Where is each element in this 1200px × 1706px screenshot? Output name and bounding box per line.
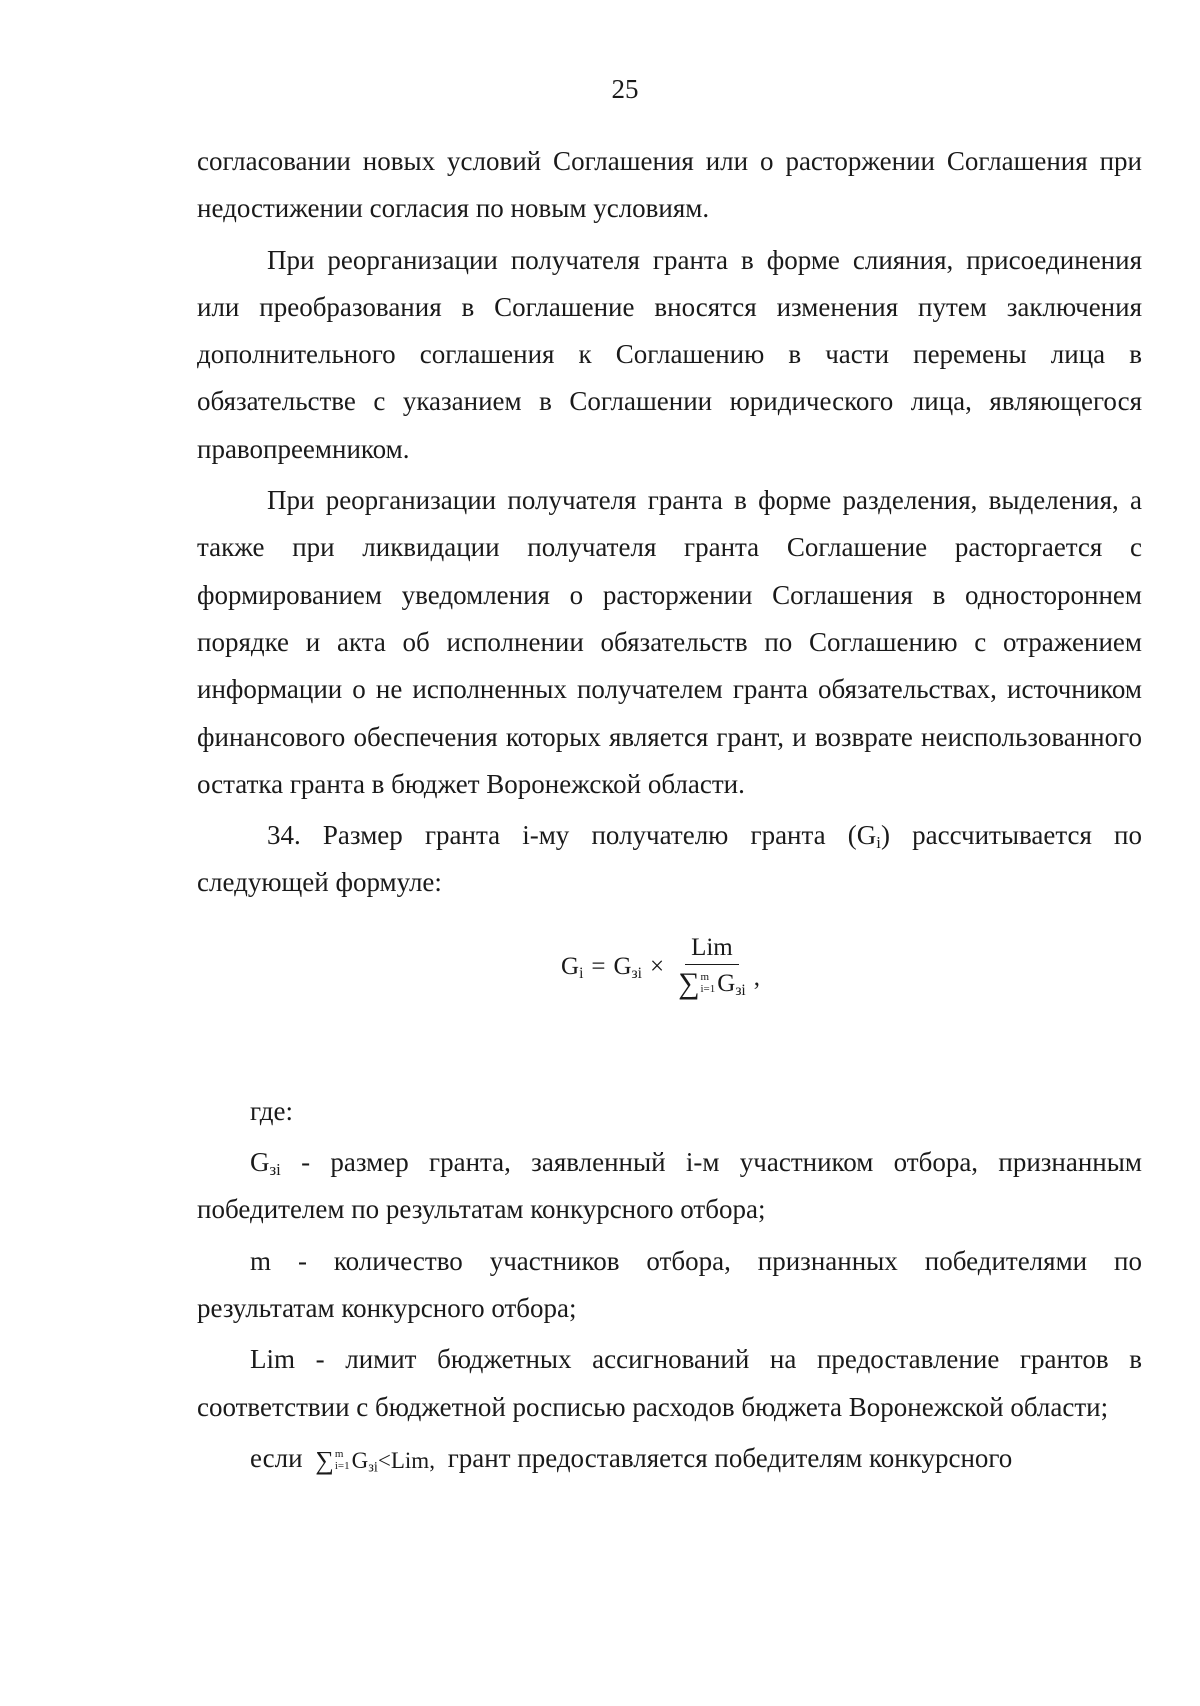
- grant-size-text-start: 34. Размер гранта i-му получателю гранта (G: [267, 820, 877, 851]
- formula-lhs: $G_i$: [561, 953, 584, 983]
- document-body: [197, 138, 1142, 1486]
- definition-m: m - количество участников отбора, признанных победителями по результатам конкурсного отбора;: [197, 1245, 1142, 1323]
- summation-limits: [700, 972, 715, 995]
- formula-fraction: [676, 935, 748, 999]
- definition-lim: Lim - лимит бюджетных ассигнований на предоставление грантов в соответствии с бюджетной росписью расходов бюджета Воронежской области;: [197, 1344, 1142, 1422]
- inline-summation-upper: m: [334, 1448, 344, 1461]
- paragraph-reorganization-division: При реорганизации получателя гранта в форме разделения, выделения, а также при ликвидации получателя гранта Соглашение расторгается с формированием уведомления о расторжении Соглашения в одностороннем порядке и акта об исполнении обязательств по Соглашению с отражением информации о не исполненных получателем гранта обязательствах, источником финансового обеспечения которых является грант, и возврате неиспользованного остатка гранта в бюджет Воронежской области.: [197, 485, 1142, 799]
- summation-icon: ∑: [678, 966, 700, 1000]
- grant-size-text-end: ) рассчитывается по следующей формуле:: [197, 820, 1142, 898]
- inline-limit: Lim: [390, 1448, 430, 1474]
- inline-summation-limits: [335, 1449, 350, 1472]
- definition-gzi-text: - размер гранта, заявленный i-м участником отбора, признанным победителем по результатам конкурсного отбора;: [197, 1147, 1142, 1225]
- definition-gzi: [197, 1139, 1142, 1234]
- formula-term: $G_{зi}$: [613, 953, 642, 983]
- page-number: 25: [611, 74, 639, 104]
- condition-paragraph: [197, 1435, 1142, 1482]
- paragraph-continuation: согласовании новых условий Соглашения или о расторжении Соглашения при недостижении согласия по новым условиям.: [197, 146, 1142, 224]
- definition-gzi-symbol: $G_{зi}$: [250, 1147, 281, 1180]
- formula-times: ×: [649, 953, 665, 981]
- inline-summation-lower: i=1: [334, 1459, 350, 1472]
- grant-formula: [561, 935, 760, 999]
- inline-summation-icon: ∑: [315, 1445, 334, 1475]
- inline-relation: <: [377, 1448, 391, 1474]
- formula-trailing-comma: ,: [753, 963, 760, 991]
- summation-upper-limit: m: [700, 971, 710, 984]
- condition-text: грант предоставляется победителям конкурсного: [447, 1442, 1013, 1473]
- fraction-numerator: Lim: [685, 935, 739, 965]
- summation-lower-limit: i=1: [700, 982, 716, 995]
- paragraph-grant-size: [197, 812, 1142, 907]
- inline-sum-term: $G_{зi}$: [351, 1448, 378, 1476]
- denominator-term: $G_{зi}$: [717, 970, 746, 1000]
- condition-if: если: [250, 1442, 303, 1473]
- formula-equals: =: [591, 953, 606, 981]
- paragraph-reorganization-merger: При реорганизации получателя гранта в форме слияния, присоединения или преобразования в Соглашение вносятся изменения путем заключения дополнительного соглашения к Соглашению в части перемены лица в обязательстве с указанием в Соглашении юридического лица, являющегося правопреемником.: [197, 244, 1142, 464]
- grant-formula-block: [197, 917, 1142, 1056]
- definitions-intro: где:: [250, 1095, 293, 1126]
- inline-comma: ,: [429, 1448, 435, 1474]
- grant-size-subscript: i: [876, 833, 881, 853]
- inline-sum-condition: [315, 1445, 435, 1476]
- fraction-denominator: [676, 965, 748, 999]
